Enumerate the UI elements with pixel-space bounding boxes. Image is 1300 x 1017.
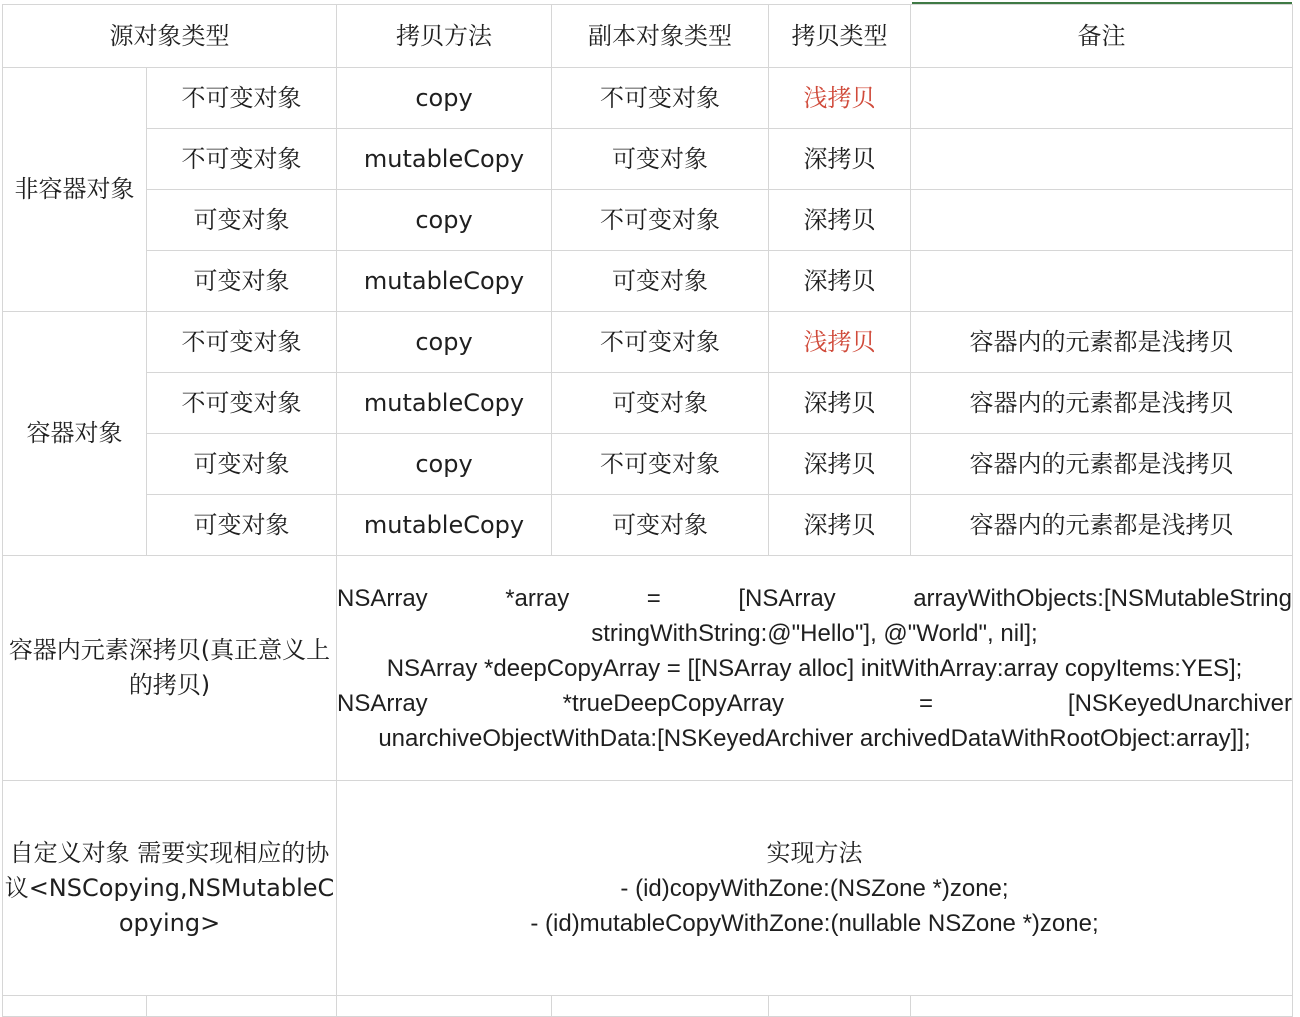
cell-note[interactable] [911,129,1293,190]
cell-result[interactable]: 可变对象 [552,251,769,312]
deep-copy-line-3: NSArray *deepCopyArray = [[NSArray alloc] initWithArray:array copyItems:YES]; [386,654,1243,682]
custom-object-label[interactable]: 自定义对象 需要实现相应的协议<NSCopying,NSMutableCopying> [3,781,337,996]
cell-copy-kind[interactable]: 深拷贝 [769,495,911,556]
cell-result[interactable]: 不可变对象 [552,190,769,251]
deep-copy-line-1: NSArray *array = [NSArray arrayWithObjects:[NSMutableString [337,584,1292,612]
cell-method[interactable]: mutableCopy [337,251,552,312]
cell-result[interactable]: 不可变对象 [552,68,769,129]
empty-cell[interactable] [3,996,147,1017]
cell-method[interactable]: copy [337,190,552,251]
cell-method[interactable]: mutableCopy [337,373,552,434]
table-row [3,129,1293,190]
cell-source[interactable]: 不可变对象 [147,68,337,129]
cell-note[interactable]: 容器内的元素都是浅拷贝 [911,434,1293,495]
deep-copy-code-cell[interactable] [337,556,1293,781]
cell-copy-kind[interactable]: 深拷贝 [769,129,911,190]
custom-line-2: - (id)copyWithZone:(NSZone *)zone; [620,874,1009,902]
cell-note[interactable]: 容器内的元素都是浅拷贝 [911,495,1293,556]
cell-result[interactable]: 可变对象 [552,495,769,556]
empty-cell[interactable] [147,996,337,1017]
cell-source[interactable]: 不可变对象 [147,373,337,434]
deep-copy-row [3,556,1293,781]
cell-copy-kind[interactable]: 浅拷贝 [769,312,911,373]
cell-method[interactable]: copy [337,312,552,373]
copy-comparison-table [2,4,1293,1017]
header-copy-result-type[interactable]: 副本对象类型 [552,5,769,68]
deep-copy-line-5: unarchiveObjectWithData:[NSKeyedArchiver archivedDataWithRootObject:array]]; [378,724,1251,752]
table-row [3,434,1293,495]
empty-cell[interactable] [911,996,1293,1017]
header-copy-kind[interactable]: 拷贝类型 [769,5,911,68]
cell-source[interactable]: 可变对象 [147,495,337,556]
empty-cell[interactable] [769,996,911,1017]
table-row [3,68,1293,129]
empty-cell[interactable] [552,996,769,1017]
cell-result[interactable]: 不可变对象 [552,312,769,373]
group-container[interactable]: 容器对象 [3,312,147,556]
deep-copy-line-4: NSArray *trueDeepCopyArray = [NSKeyedUnarchiver [337,689,1292,717]
cell-note[interactable]: 容器内的元素都是浅拷贝 [911,373,1293,434]
deep-copy-label[interactable]: 容器内元素深拷贝(真正意义上的拷贝) [3,556,337,781]
cell-method[interactable]: copy [337,434,552,495]
empty-row [3,996,1293,1017]
deep-copy-line-2: stringWithString:@"Hello"], @"World", nil]; [591,619,1038,647]
cell-source[interactable]: 可变对象 [147,434,337,495]
header-source-type[interactable]: 源对象类型 [3,5,337,68]
cell-copy-kind[interactable]: 深拷贝 [769,190,911,251]
cell-method[interactable]: copy [337,68,552,129]
group-non-container[interactable]: 非容器对象 [3,68,147,312]
cell-source[interactable]: 可变对象 [147,190,337,251]
cell-result[interactable]: 可变对象 [552,129,769,190]
cell-note[interactable] [911,68,1293,129]
cell-source[interactable]: 不可变对象 [147,129,337,190]
cell-result[interactable]: 可变对象 [552,373,769,434]
cell-copy-kind[interactable]: 深拷贝 [769,373,911,434]
table-row [3,373,1293,434]
table-row [3,495,1293,556]
cell-method[interactable]: mutableCopy [337,495,552,556]
table-row [3,312,1293,373]
cell-copy-kind[interactable]: 深拷贝 [769,434,911,495]
empty-cell[interactable] [337,996,552,1017]
header-note[interactable]: 备注 [911,5,1293,68]
cell-note[interactable]: 容器内的元素都是浅拷贝 [911,312,1293,373]
custom-line-3: - (id)mutableCopyWithZone:(nullable NSZone *)zone; [530,909,1099,937]
table-row [3,190,1293,251]
cell-note[interactable] [911,190,1293,251]
custom-line-1: 实现方法 [766,839,863,867]
custom-object-row [3,781,1293,996]
header-copy-method[interactable]: 拷贝方法 [337,5,552,68]
cell-method[interactable]: mutableCopy [337,129,552,190]
cell-source[interactable]: 不可变对象 [147,312,337,373]
cell-copy-kind[interactable]: 深拷贝 [769,251,911,312]
cell-source[interactable]: 可变对象 [147,251,337,312]
cell-note[interactable] [911,251,1293,312]
cell-result[interactable]: 不可变对象 [552,434,769,495]
table-row [3,251,1293,312]
custom-object-code-cell[interactable] [337,781,1293,996]
cell-copy-kind[interactable]: 浅拷贝 [769,68,911,129]
header-row [3,5,1293,68]
